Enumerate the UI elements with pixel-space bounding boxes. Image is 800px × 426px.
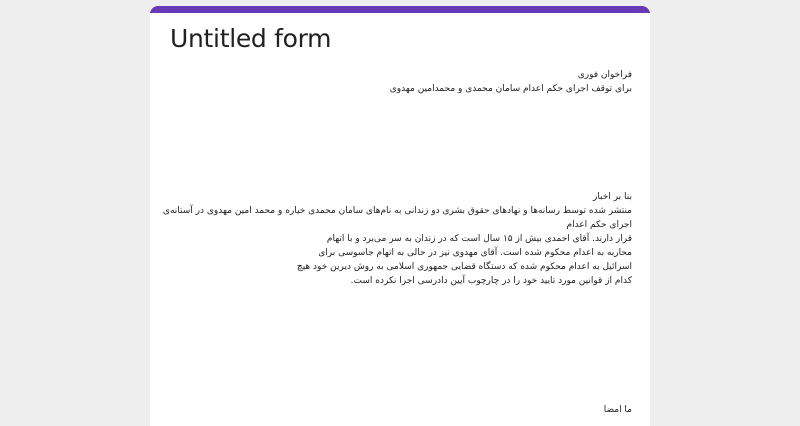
- form-description-header: [162, 68, 632, 96]
- description-line: منتشر شده توسط رسانه‌ها و نهادهای حقوق بشری دو زندانی به نام‌های سامان محمدی خیاره و محمد امین مهدوی در آستانه‌ی: [162, 206, 632, 216]
- form-description-body: [162, 190, 632, 288]
- description-line: فراخوان فوری: [577, 70, 632, 80]
- description-line: اسرائیل به اعدام محکوم شده که دستگاه قضایی جمهوری اسلامی به روش دیرین خود هیچ: [296, 262, 632, 272]
- description-line: قرار دارند. آقای احمدی بیش از ۱۵ سال است که در زندان به سر می‌برد و با اتهام: [326, 234, 632, 244]
- description-line: برای توقف اجرای حکم اعدام سامان محمدی و محمدامین مهدوی: [389, 84, 632, 94]
- description-line: کدام از قوانین مورد تایید خود را در چارچوب آیین دادرسی اجرا نکرده است.: [350, 276, 632, 286]
- form-accent-bar: [150, 6, 650, 13]
- form-title[interactable]: Untitled form: [170, 24, 332, 53]
- description-line: ما امضا: [603, 405, 632, 415]
- form-card: [150, 6, 650, 426]
- description-line: بنا بر اخبار: [592, 192, 632, 202]
- description-line: اجرای حکم اعدام: [566, 220, 632, 230]
- form-description-footer: [162, 403, 632, 417]
- description-line: محاربه به اعدام محکوم شده است. آقای مهدوی نیز در حالی به اتهام جاسوسی برای: [318, 248, 632, 258]
